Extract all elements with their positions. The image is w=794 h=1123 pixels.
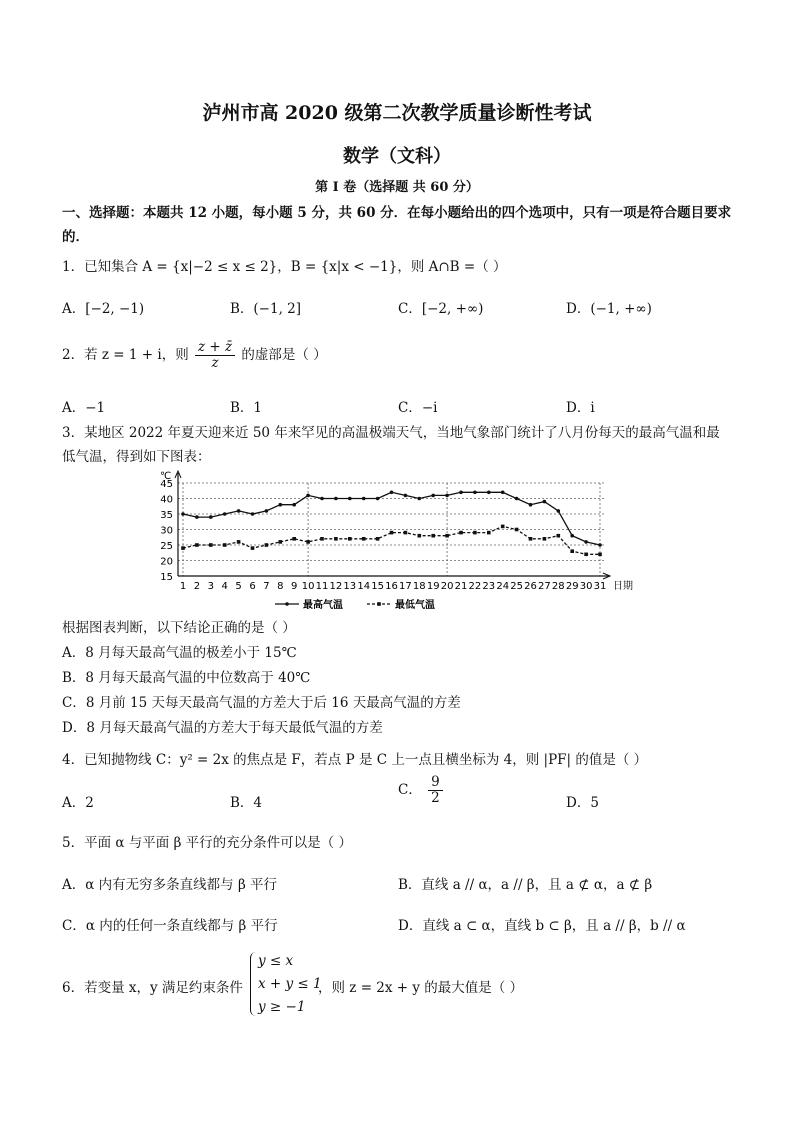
data-point-max xyxy=(529,503,533,507)
data-point-min xyxy=(557,534,561,538)
data-point-min xyxy=(418,534,422,538)
q2-stem-pre: 2．若 z = 1 + i，则 xyxy=(62,347,189,363)
question-2 xyxy=(62,340,327,371)
q2-fraction xyxy=(195,340,235,371)
data-point-min xyxy=(348,537,352,541)
data-point-min xyxy=(362,537,366,541)
q3-option-b: B．8 月每天最高气温的中位数高于 40℃ xyxy=(62,670,311,686)
data-point-min xyxy=(543,537,547,541)
data-point-min xyxy=(390,531,394,535)
chart-grid xyxy=(178,483,605,576)
data-point-min xyxy=(404,531,408,535)
x-tick-label: 17 xyxy=(399,581,412,592)
question-6-post: ，则 z = 2x + y 的最大值是（ ） xyxy=(318,980,524,996)
constraint-1: y ≤ x xyxy=(258,953,294,969)
x-tick-label: 21 xyxy=(454,581,468,592)
q1-option-c: C．[−2, +∞) xyxy=(398,301,484,317)
x-tick-label: 31 xyxy=(593,581,607,592)
data-point-min xyxy=(306,540,310,544)
data-point-min xyxy=(237,540,241,544)
x-tick-label: 9 xyxy=(291,581,298,592)
y-tick-label: 15 xyxy=(160,572,173,583)
data-point-min xyxy=(473,531,477,535)
data-point-min xyxy=(251,546,255,550)
data-point-min xyxy=(265,543,269,547)
x-tick-label: 27 xyxy=(538,581,551,592)
q2-option-a: A．−1 xyxy=(62,400,106,416)
q1-option-d: D．(−1, +∞) xyxy=(566,301,652,317)
q5-option-a: A．α 内有无穷多条直线都与 β 平行 xyxy=(62,877,278,893)
data-point-max xyxy=(418,497,422,501)
x-tick-label: 1 xyxy=(179,581,187,592)
y-tick-label: 40 xyxy=(160,494,173,506)
data-point-max xyxy=(515,497,519,501)
data-point-min xyxy=(195,543,199,547)
exam-subtitle: 数学（文科） xyxy=(343,146,451,167)
data-point-max xyxy=(223,512,227,516)
x-tick-label: 10 xyxy=(301,581,315,592)
data-point-min xyxy=(501,525,505,529)
data-point-max xyxy=(292,503,296,507)
q2-stem-post: 的虚部是（ ） xyxy=(241,347,327,363)
data-point-max xyxy=(265,509,269,513)
y-axis-label: ℃ xyxy=(160,471,172,482)
q1-option-a: A．[−2, −1) xyxy=(62,301,145,317)
data-point-min xyxy=(279,540,283,544)
constraint-3: y ≥ −1 xyxy=(258,999,306,1015)
x-tick-label: 3 xyxy=(207,581,214,592)
temperature-chart xyxy=(150,468,645,616)
instructions: 一、选择题：本题共 12 小题，每小题 5 分，共 60 分．在每小题给出的四个选项中，只有一项是符合题目要求的． xyxy=(62,205,732,245)
data-point-min xyxy=(209,543,213,547)
data-point-min xyxy=(584,553,588,557)
legend-marker xyxy=(377,602,381,606)
q5-option-d: D．直线 a ⊂ α，直线 b ⊂ β，且 a // β，b // α xyxy=(398,918,686,934)
data-point-min xyxy=(570,549,574,553)
data-point-max xyxy=(473,491,477,495)
q2-fraction-numerator: z + z̄ xyxy=(195,340,235,356)
x-tick-label: 22 xyxy=(468,581,482,592)
data-point-max xyxy=(306,494,310,498)
x-tick-label: 2 xyxy=(193,581,201,592)
data-point-max xyxy=(279,503,283,507)
data-point-max xyxy=(209,515,213,519)
x-tick-label: 5 xyxy=(235,581,242,592)
y-tick-label: 25 xyxy=(160,541,173,552)
question-3-prompt: 根据图表判断，以下结论正确的是（ ） xyxy=(62,620,296,636)
q4-option-c xyxy=(398,775,445,806)
data-point-max xyxy=(390,491,394,495)
data-point-min xyxy=(431,534,435,538)
question-3-line1: 3．某地区 2022 年夏天迎来近 50 年来罕见的高温极端天气，当地气象部门统计了八月份每天的最高气温和最 xyxy=(62,425,720,441)
x-tick-label: 14 xyxy=(357,581,371,592)
q3-option-a: A．8 月每天最高气温的极差小于 15℃ xyxy=(62,645,297,661)
x-tick-label: 28 xyxy=(551,581,565,592)
data-point-max xyxy=(251,512,255,516)
x-tick-label: 7 xyxy=(263,581,270,592)
x-tick-label: 19 xyxy=(426,581,440,592)
q4-option-c-label: C． xyxy=(398,782,422,798)
data-point-min xyxy=(487,531,491,535)
chart-axes xyxy=(160,471,633,592)
data-point-max xyxy=(445,494,449,498)
x-tick-label: 18 xyxy=(412,581,426,592)
q4-option-d: D．5 xyxy=(566,795,599,811)
data-point-min xyxy=(334,537,338,541)
q2-option-c: C．−i xyxy=(398,400,438,416)
data-point-min xyxy=(598,553,602,557)
y-tick-label: 20 xyxy=(160,556,173,568)
q2-option-b: B．1 xyxy=(230,400,263,416)
x-tick-label: 15 xyxy=(371,581,384,592)
legend-label: 最高气温 xyxy=(303,600,343,611)
data-point-min xyxy=(376,537,380,541)
y-tick-label: 35 xyxy=(160,510,173,521)
q4-option-a: A．2 xyxy=(62,795,94,811)
data-point-max xyxy=(431,494,435,498)
data-point-max xyxy=(334,497,338,501)
data-point-max xyxy=(320,497,324,501)
question-3-line2: 低气温，得到如下图表： xyxy=(62,449,211,465)
data-point-max xyxy=(195,515,199,519)
data-point-max xyxy=(237,509,241,513)
data-point-max xyxy=(181,512,185,516)
x-tick-label: 16 xyxy=(385,581,398,592)
data-point-max xyxy=(376,497,380,501)
x-tick-label: 23 xyxy=(482,581,496,592)
x-tick-label: 25 xyxy=(510,581,523,592)
x-axis-label: 日期 xyxy=(613,581,633,592)
chart-series xyxy=(181,491,602,557)
q2-fraction-denominator: z xyxy=(211,355,219,371)
x-tick-label: 12 xyxy=(329,581,343,592)
x-tick-label: 6 xyxy=(249,581,256,592)
data-point-max xyxy=(584,540,588,544)
x-tick-label: 20 xyxy=(440,581,454,592)
data-point-min xyxy=(181,546,185,550)
section-header: 第 I 卷（选择题 共 60 分） xyxy=(315,180,479,195)
y-tick-label: 45 xyxy=(160,479,173,490)
data-point-max xyxy=(362,497,366,501)
chart-legend xyxy=(275,598,435,611)
q4-option-c-denominator: 2 xyxy=(431,790,440,806)
x-tick-label: 4 xyxy=(221,581,228,592)
q4-option-c-numerator: 9 xyxy=(428,775,443,791)
x-tick-label: 24 xyxy=(496,581,510,592)
data-point-max xyxy=(598,543,602,547)
data-point-min xyxy=(529,537,533,541)
data-point-min xyxy=(292,537,296,541)
question-1: 1．已知集合 A = {x|−2 ≤ x ≤ 2}，B = {x|x < −1}，则 A∩B =（ ） xyxy=(62,259,507,275)
q5-option-b: B．直线 a // α，a // β，且 a ⊄ α，a ⊄ β xyxy=(398,877,653,893)
data-point-min xyxy=(445,534,449,538)
data-point-max xyxy=(501,491,505,495)
data-point-max xyxy=(570,534,574,538)
q4-option-b: B．4 xyxy=(230,795,263,811)
data-point-max xyxy=(404,494,408,498)
question-5: 5．平面 α 与平面 β 平行的充分条件可以是（ ） xyxy=(62,835,352,851)
data-point-max xyxy=(487,491,491,495)
series-line-min xyxy=(183,526,600,554)
data-point-max xyxy=(557,509,561,513)
question-4: 4．已知抛物线 C：y² = 2x 的焦点是 F，若点 P 是 C 上一点且横坐标为 4，则 |PF| 的值是（ ） xyxy=(62,752,648,768)
q3-option-d: D．8 月每天最高气温的方差大于每天最低气温的方差 xyxy=(62,720,383,736)
data-point-max xyxy=(459,491,463,495)
data-point-min xyxy=(515,528,519,532)
q1-option-b: B．(−1, 2] xyxy=(230,301,302,317)
legend-marker xyxy=(285,602,289,606)
x-tick-label: 30 xyxy=(579,581,593,592)
q4-option-c-fraction xyxy=(428,775,443,806)
data-point-max xyxy=(348,497,352,501)
question-6-pre: 6．若变量 x，y 满足约束条件 xyxy=(62,980,243,996)
x-tick-label: 26 xyxy=(524,581,537,592)
q3-option-c: C．8 月前 15 天每天最高气温的方差大于后 16 天最高气温的方差 xyxy=(62,695,461,711)
constraint-2: x + y ≤ 1 xyxy=(258,976,322,992)
x-tick-label: 8 xyxy=(277,581,284,592)
x-tick-label: 13 xyxy=(343,581,357,592)
x-tick-label: 11 xyxy=(315,581,329,592)
x-tick-label: 29 xyxy=(565,581,579,592)
exam-title: 泸州市高 2020 级第二次教学质量诊断性考试 xyxy=(202,102,592,124)
data-point-min xyxy=(459,531,463,535)
series-line-max xyxy=(183,492,600,545)
legend-label: 最低气温 xyxy=(395,600,435,611)
q5-option-c: C．α 内的任何一条直线都与 β 平行 xyxy=(62,918,278,934)
q2-option-d: D．i xyxy=(566,400,595,416)
data-point-max xyxy=(543,500,547,504)
data-point-min xyxy=(320,537,324,541)
data-point-min xyxy=(223,543,227,547)
y-tick-label: 30 xyxy=(160,525,173,537)
